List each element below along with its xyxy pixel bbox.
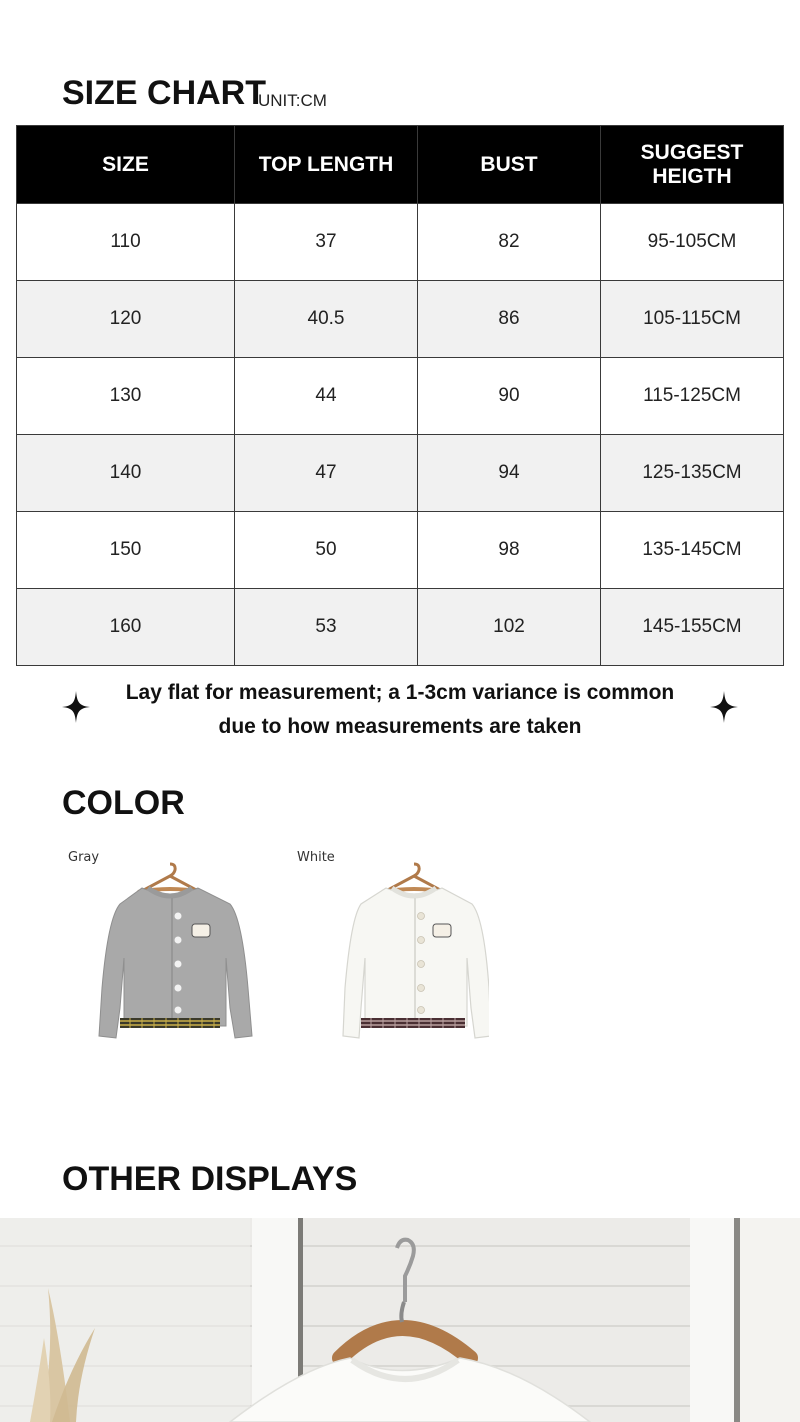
size-chart-table: [16, 125, 784, 666]
header-top-length: TOP LENGTH: [235, 126, 418, 204]
table-header-row: [17, 126, 784, 204]
table-row: [17, 435, 784, 512]
note-line-1: Lay flat for measurement; a 1-3cm variance is common: [125, 681, 675, 704]
measurement-note: [100, 676, 700, 744]
color-option-label: White: [297, 850, 335, 865]
cell-size: 160: [17, 589, 235, 666]
cell-size: 110: [17, 204, 235, 281]
cell-size: 140: [17, 435, 235, 512]
hanger-photo: [0, 1218, 800, 1422]
cell-top-length: 40.5: [235, 281, 418, 358]
table-row: [17, 589, 784, 666]
table-row: [17, 512, 784, 589]
cell-top-length: 37: [235, 204, 418, 281]
color-option-white[interactable]: [297, 850, 497, 1050]
cell-bust: 98: [418, 512, 601, 589]
other-displays-title: OTHER DISPLAYS: [62, 1160, 358, 1198]
cell-top-length: 53: [235, 589, 418, 666]
header-bust: BUST: [418, 126, 601, 204]
sparkle-icon: [709, 690, 739, 724]
cell-size: 120: [17, 281, 235, 358]
cell-bust: 102: [418, 589, 601, 666]
header-size: SIZE: [17, 126, 235, 204]
cell-bust: 86: [418, 281, 601, 358]
cell-bust: 82: [418, 204, 601, 281]
cell-top-length: 44: [235, 358, 418, 435]
cell-suggest-height: 125-135CM: [601, 435, 784, 512]
note-line-2: due to how measurements are taken: [218, 715, 582, 738]
cell-top-length: 50: [235, 512, 418, 589]
cell-size: 130: [17, 358, 235, 435]
cell-bust: 94: [418, 435, 601, 512]
cell-suggest-height: 135-145CM: [601, 512, 784, 589]
sparkle-icon: [61, 690, 91, 724]
unit-label: UNIT:CM: [258, 91, 327, 110]
cell-suggest-height: 105-115CM: [601, 281, 784, 358]
gray-cardigan-image: [80, 858, 260, 1053]
cell-size: 150: [17, 512, 235, 589]
color-option-label: Gray: [68, 850, 100, 865]
cell-top-length: 47: [235, 435, 418, 512]
table-row: [17, 204, 784, 281]
white-cardigan-image: [309, 858, 489, 1053]
table-row: [17, 358, 784, 435]
cell-bust: 90: [418, 358, 601, 435]
table-row: [17, 281, 784, 358]
cell-suggest-height: 145-155CM: [601, 589, 784, 666]
size-chart-title: SIZE CHART: [62, 74, 266, 112]
cell-suggest-height: 115-125CM: [601, 358, 784, 435]
header-suggest-height: SUGGEST HEIGTH: [601, 126, 784, 204]
color-section-title: COLOR: [62, 784, 185, 822]
color-option-gray[interactable]: [68, 850, 268, 1050]
cell-suggest-height: 95-105CM: [601, 204, 784, 281]
